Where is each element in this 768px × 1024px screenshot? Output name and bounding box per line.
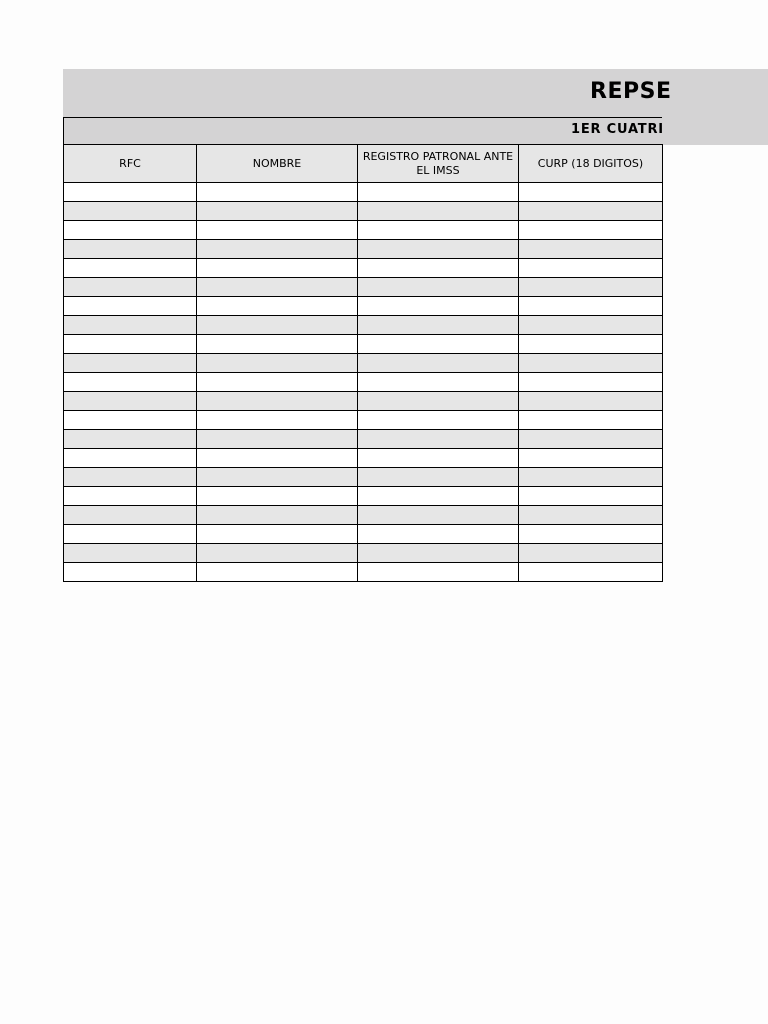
table-cell[interactable]: [197, 525, 358, 544]
table-cell[interactable]: [358, 354, 519, 373]
table-cell[interactable]: [519, 297, 663, 316]
table-row: [64, 354, 663, 373]
table-cell[interactable]: [358, 487, 519, 506]
table-cell[interactable]: [64, 373, 197, 392]
table-row: [64, 183, 663, 202]
table-cell[interactable]: [358, 544, 519, 563]
table-cell[interactable]: [64, 392, 197, 411]
table-body: [64, 183, 663, 582]
table-cell[interactable]: [519, 525, 663, 544]
table-cell[interactable]: [64, 297, 197, 316]
table-cell[interactable]: [197, 259, 358, 278]
column-header-curp[interactable]: CURP (18 DIGITOS): [519, 145, 663, 183]
table-row: [64, 316, 663, 335]
table-row: [64, 525, 663, 544]
table-cell[interactable]: [197, 202, 358, 221]
table-cell[interactable]: [197, 487, 358, 506]
table-cell[interactable]: [64, 335, 197, 354]
table-cell[interactable]: [197, 240, 358, 259]
table-cell[interactable]: [197, 278, 358, 297]
table-cell[interactable]: [358, 563, 519, 582]
table-cell[interactable]: [358, 430, 519, 449]
table-cell[interactable]: [197, 335, 358, 354]
table-cell[interactable]: [519, 259, 663, 278]
table-cell[interactable]: [519, 240, 663, 259]
table-cell[interactable]: [64, 525, 197, 544]
table-cell[interactable]: [64, 506, 197, 525]
table-cell[interactable]: [519, 544, 663, 563]
table-cell[interactable]: [197, 544, 358, 563]
table-cell[interactable]: [519, 487, 663, 506]
table-cell[interactable]: [358, 240, 519, 259]
table-cell[interactable]: [519, 183, 663, 202]
table-cell[interactable]: [519, 430, 663, 449]
table-cell[interactable]: [519, 278, 663, 297]
data-table: [63, 144, 663, 582]
table-row: [64, 373, 663, 392]
table-cell[interactable]: [519, 221, 663, 240]
table-row: [64, 544, 663, 563]
table-cell[interactable]: [519, 449, 663, 468]
subtitle-banner: [63, 117, 662, 145]
table-cell[interactable]: [197, 468, 358, 487]
document-title: REPSE: [590, 79, 672, 104]
table-cell[interactable]: [197, 411, 358, 430]
table-row: [64, 278, 663, 297]
table-row: [64, 297, 663, 316]
table-cell[interactable]: [197, 449, 358, 468]
column-header-rfc[interactable]: RFC: [64, 145, 197, 183]
table-row: [64, 392, 663, 411]
table-cell[interactable]: [358, 278, 519, 297]
table-cell[interactable]: [358, 183, 519, 202]
table-cell[interactable]: [358, 297, 519, 316]
table-cell[interactable]: [197, 563, 358, 582]
table-cell[interactable]: [519, 392, 663, 411]
title-clip: [63, 69, 672, 117]
table-cell[interactable]: [358, 449, 519, 468]
table-cell[interactable]: [519, 335, 663, 354]
table-cell[interactable]: [197, 316, 358, 335]
table-row: [64, 506, 663, 525]
table-cell[interactable]: [358, 221, 519, 240]
table-row: [64, 449, 663, 468]
column-header-registro-patronal[interactable]: REGISTRO PATRONAL ANTE EL IMSS: [358, 145, 519, 183]
table-cell[interactable]: [197, 221, 358, 240]
table-row: [64, 221, 663, 240]
table-row: [64, 335, 663, 354]
table-cell[interactable]: [519, 411, 663, 430]
table-cell[interactable]: [64, 316, 197, 335]
table-cell[interactable]: [64, 468, 197, 487]
table-cell[interactable]: [64, 240, 197, 259]
table-cell[interactable]: [64, 449, 197, 468]
table-cell[interactable]: [519, 354, 663, 373]
table-row: [64, 202, 663, 221]
table-cell[interactable]: [358, 468, 519, 487]
table-row: [64, 468, 663, 487]
table-header-row: [64, 145, 663, 183]
table-cell[interactable]: [358, 525, 519, 544]
table-cell[interactable]: [358, 506, 519, 525]
table-cell[interactable]: [197, 183, 358, 202]
table-row: [64, 430, 663, 449]
table-cell[interactable]: [64, 183, 197, 202]
table-cell[interactable]: [197, 354, 358, 373]
table-cell[interactable]: [519, 468, 663, 487]
table-cell[interactable]: [197, 430, 358, 449]
table-row: [64, 563, 663, 582]
table-cell[interactable]: [358, 411, 519, 430]
table-cell[interactable]: [64, 563, 197, 582]
table-cell[interactable]: [64, 221, 197, 240]
table-cell[interactable]: [64, 411, 197, 430]
table-cell[interactable]: [519, 202, 663, 221]
table-cell[interactable]: [197, 373, 358, 392]
table-cell[interactable]: [358, 316, 519, 335]
table-cell[interactable]: [197, 297, 358, 316]
table-cell[interactable]: [64, 430, 197, 449]
table-row: [64, 259, 663, 278]
table-cell[interactable]: [64, 278, 197, 297]
table-cell[interactable]: [519, 373, 663, 392]
table-cell[interactable]: [64, 354, 197, 373]
table-cell[interactable]: [519, 563, 663, 582]
table-cell[interactable]: [358, 259, 519, 278]
table-row: [64, 411, 663, 430]
table-cell[interactable]: [64, 544, 197, 563]
table-cell[interactable]: [64, 259, 197, 278]
table-cell[interactable]: [197, 392, 358, 411]
table-cell[interactable]: [358, 373, 519, 392]
table-row: [64, 487, 663, 506]
table-cell[interactable]: [358, 202, 519, 221]
table-row: [64, 240, 663, 259]
table-cell[interactable]: [519, 506, 663, 525]
column-header-nombre[interactable]: NOMBRE: [197, 145, 358, 183]
document-subtitle: 1ER CUATRI: [571, 122, 664, 137]
table-cell[interactable]: [358, 392, 519, 411]
table-cell[interactable]: [64, 487, 197, 506]
table-cell[interactable]: [519, 316, 663, 335]
table-cell[interactable]: [197, 506, 358, 525]
table-cell[interactable]: [358, 335, 519, 354]
table-cell[interactable]: [64, 202, 197, 221]
